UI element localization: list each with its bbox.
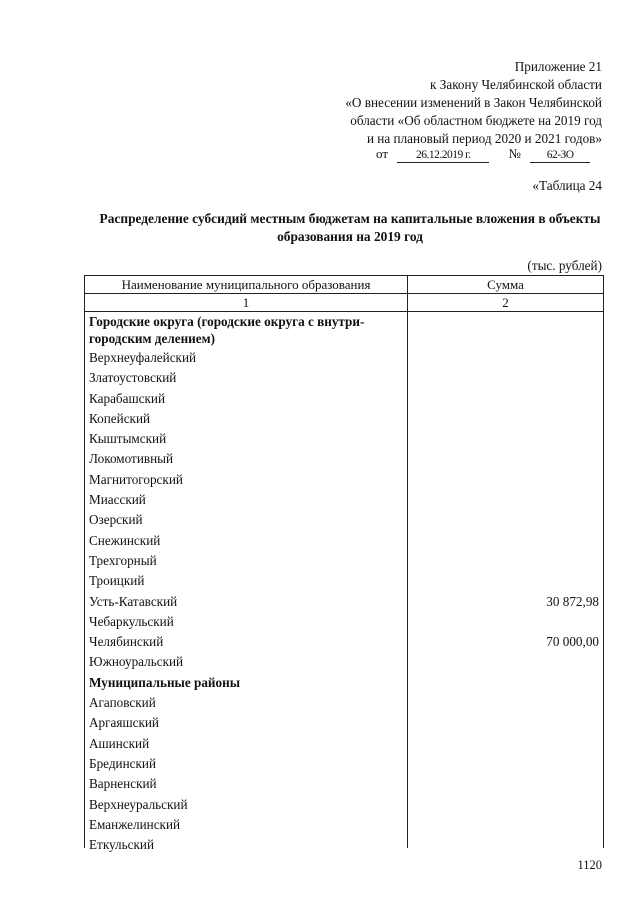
law-date: 26.12.2019 г. bbox=[397, 148, 489, 163]
table-row bbox=[85, 734, 603, 754]
municipality-name: Брединский bbox=[89, 755, 157, 771]
table-row bbox=[85, 632, 603, 652]
table-row bbox=[85, 713, 603, 733]
municipality-name: Златоустовский bbox=[89, 370, 177, 386]
appendix-header bbox=[345, 58, 602, 148]
municipality-name: Кыштымский bbox=[89, 431, 167, 447]
table-row bbox=[85, 592, 603, 612]
municipality-name: Варненский bbox=[89, 776, 157, 792]
municipality-name: Трехгорный bbox=[89, 552, 157, 568]
subsidy-amount: 30 872,98 bbox=[546, 593, 599, 609]
municipality-name: Челябинский bbox=[89, 634, 164, 650]
municipality-name: Верхнеуфалейский bbox=[89, 350, 197, 365]
municipality-name: Аргаяшский bbox=[89, 715, 159, 731]
table-row bbox=[85, 449, 603, 469]
table-row bbox=[85, 490, 603, 510]
table-body bbox=[85, 312, 603, 855]
number-prefix: № bbox=[508, 146, 521, 161]
municipality-name: Муниципальные районы bbox=[89, 674, 240, 690]
table-row bbox=[85, 312, 603, 348]
municipality-name: Локомотивный bbox=[89, 451, 174, 467]
municipality-name: Еткульский bbox=[89, 837, 155, 853]
municipality-name: Магнитогорский bbox=[89, 471, 183, 487]
municipality-name: Троицкий bbox=[89, 573, 145, 589]
law-date-line bbox=[376, 146, 590, 163]
header-line: и на плановый период 2020 и 2021 годов» bbox=[366, 131, 602, 146]
municipality-name: Южноуральский bbox=[89, 654, 184, 670]
table-row bbox=[85, 612, 603, 632]
table-row bbox=[85, 774, 603, 794]
header-line: «О внесении изменений в Закон Челябинской bbox=[345, 95, 602, 110]
municipality-name: Еманжелинский bbox=[89, 816, 181, 832]
header-line: к Закону Челябинской области bbox=[430, 77, 602, 92]
table-row bbox=[85, 673, 603, 693]
municipality-name: Чебаркульский bbox=[89, 613, 174, 629]
units-label: (тыс. рублей) bbox=[527, 258, 602, 273]
municipality-name: Усть-Катавский bbox=[89, 593, 178, 609]
date-prefix: от bbox=[376, 146, 389, 161]
table-row bbox=[85, 510, 603, 530]
document-title: Распределение субсидий местным бюджетам на капитальные вложения в объекты образования на 2019 год bbox=[99, 211, 601, 244]
municipality-name: Копейский bbox=[89, 410, 151, 426]
municipality-name: Городские округа (городские округа с внутри-городским делением) bbox=[89, 314, 365, 346]
page-number: 1120 bbox=[577, 858, 602, 872]
col2-header: Сумма bbox=[487, 277, 524, 292]
municipality-name: Верхнеуральский bbox=[89, 796, 188, 812]
law-number: 62-ЗО bbox=[530, 148, 590, 163]
table-row bbox=[85, 531, 603, 551]
municipality-name: Карабашский bbox=[89, 390, 166, 406]
municipality-name: Миасский bbox=[89, 492, 146, 508]
table-row bbox=[85, 815, 603, 835]
table-row bbox=[85, 693, 603, 713]
municipality-name: Ашинский bbox=[89, 735, 150, 751]
municipality-name: Снежинский bbox=[89, 532, 161, 548]
municipality-name: Озерский bbox=[89, 512, 143, 528]
table-row bbox=[85, 835, 603, 855]
table-row bbox=[85, 551, 603, 571]
table-row bbox=[85, 348, 603, 368]
municipality-name: Агаповский bbox=[89, 695, 156, 711]
header-line: области «Об областном бюджете на 2019 год bbox=[350, 113, 602, 128]
subsidy-amount: 70 000,00 bbox=[546, 634, 599, 650]
table-row bbox=[85, 429, 603, 449]
header-line: Приложение 21 bbox=[514, 59, 602, 74]
table-reference: «Таблица 24 bbox=[532, 178, 602, 193]
table-row bbox=[85, 409, 603, 429]
table-row bbox=[85, 754, 603, 774]
table-row bbox=[85, 470, 603, 490]
table-row bbox=[85, 571, 603, 591]
col1-number: 1 bbox=[242, 295, 250, 310]
table-row bbox=[85, 389, 603, 409]
table-row bbox=[85, 652, 603, 672]
table-header-row bbox=[85, 276, 603, 294]
col2-number: 2 bbox=[502, 295, 509, 310]
col1-header: Наименование муниципального образования bbox=[121, 277, 371, 292]
table-number-row bbox=[85, 294, 603, 312]
subsidy-table bbox=[84, 275, 604, 853]
table-row bbox=[85, 795, 603, 815]
table-row bbox=[85, 368, 603, 388]
